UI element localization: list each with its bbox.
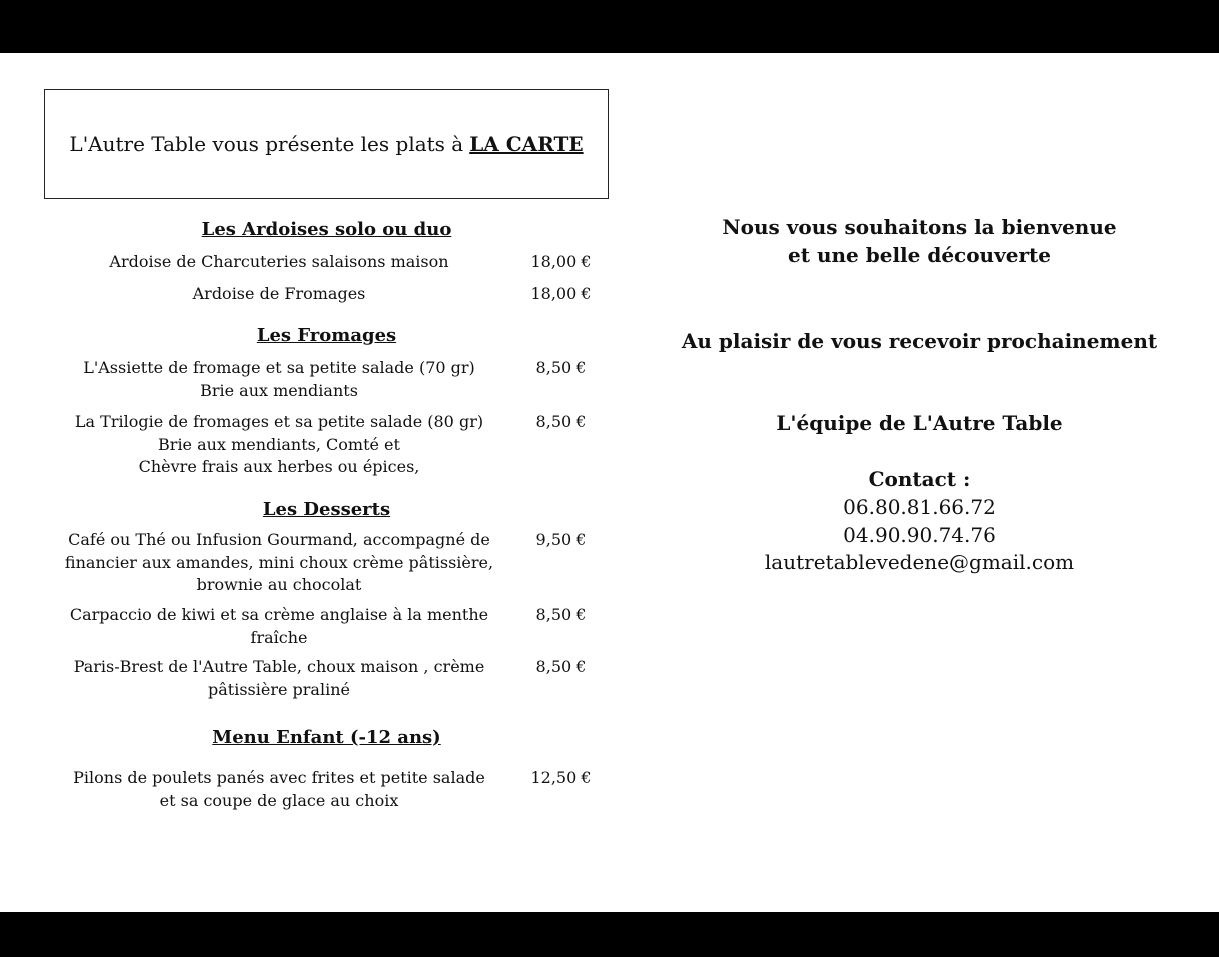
item-price: 8,50 €: [535, 605, 587, 624]
item-description-line: Carpaccio de kiwi et sa crème anglaise à la menthe: [69, 605, 489, 624]
item-description-line: Chèvre frais aux herbes ou épices,: [138, 457, 420, 476]
phone-1: 06.80.81.66.72: [843, 495, 996, 519]
welcome-line-1: Nous vous souhaitons la bienvenue: [722, 215, 1117, 239]
item-price: 18,00 €: [530, 252, 592, 271]
welcome-line-2: et une belle découverte: [788, 243, 1051, 267]
item-description-line: et sa coupe de glace au choix: [159, 790, 399, 810]
item-description-line: La Trilogie de fromages et sa petite salade (80 gr): [74, 412, 484, 431]
item-description-line: Brie aux mendiants, Comté et: [158, 434, 400, 454]
item-description: Ardoise de Charcuteries salaisons maison: [109, 252, 449, 271]
item-description-line: fraîche: [250, 627, 308, 647]
item-description-line: L'Assiette de fromage et sa petite salade (70 gr): [83, 358, 475, 377]
item-description: Ardoise de Fromages: [192, 284, 366, 303]
item-description: [44, 767, 514, 812]
item-description: [44, 604, 514, 649]
pleasure-line: Au plaisir de vous recevoir prochainement: [681, 329, 1158, 353]
title-box: [44, 89, 609, 199]
item-description-line: Pilons de poulets panés avec frites et petite salade: [73, 768, 485, 787]
item-description-line: financier aux amandes, mini choux crème pâtissière,: [64, 552, 494, 572]
item-price: 8,50 €: [535, 412, 587, 431]
item-price: 9,50 €: [535, 530, 587, 549]
item-price: 8,50 €: [535, 657, 587, 676]
item-price: 12,50 €: [530, 768, 592, 787]
contact-title: Contact :: [868, 467, 971, 491]
item-description: [44, 656, 514, 701]
item-description: [44, 529, 514, 597]
title-accent: LA CARTE: [469, 132, 584, 156]
team-signature: L'équipe de L'Autre Table: [776, 411, 1063, 435]
item-price: 8,50 €: [535, 358, 587, 377]
item-price: 18,00 €: [530, 284, 592, 303]
title-intro: L'Autre Table vous présente les plats à: [69, 132, 464, 156]
section-title-fromages: Les Fromages: [256, 325, 397, 346]
item-description-line: brownie au chocolat: [196, 575, 362, 594]
item-description-line: pâtissière praliné: [208, 679, 350, 699]
menu-page: [0, 53, 1219, 912]
item-description-line: Brie aux mendiants: [200, 380, 358, 400]
section-title-ardoises: Les Ardoises solo ou duo: [201, 219, 452, 240]
phone-2: 04.90.90.74.76: [843, 523, 996, 547]
section-title-desserts: Les Desserts: [262, 499, 391, 520]
item-description-line: Paris-Brest de l'Autre Table, choux maison , crème: [73, 657, 485, 676]
item-description: [44, 411, 514, 479]
section-title-enfant: Menu Enfant (-12 ans): [212, 727, 441, 748]
email: lautretablevedene@gmail.com: [764, 550, 1075, 574]
item-description: [44, 357, 514, 402]
item-description-line: Café ou Thé ou Infusion Gourmand, accompagné de: [68, 530, 490, 549]
